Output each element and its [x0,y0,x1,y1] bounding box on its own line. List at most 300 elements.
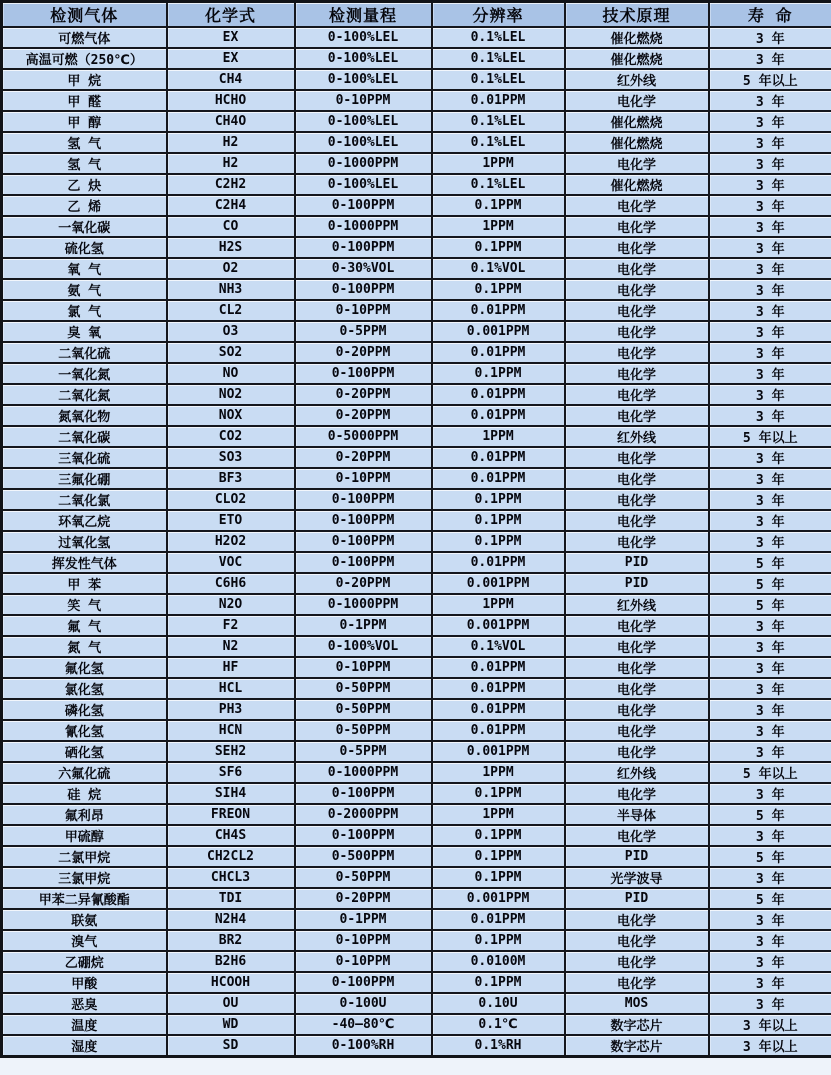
principle-cell: 催化燃烧 [565,132,709,153]
principle-cell: 电化学 [565,279,709,300]
principle-cell: 电化学 [565,615,709,636]
range-cell: 0-100%RH [295,1035,432,1057]
lifespan-cell: 5 年以上 [709,69,831,90]
resolution-cell: 0.001PPM [432,573,565,594]
formula-cell: HCOOH [167,972,295,993]
range-cell: 0-30%VOL [295,258,432,279]
resolution-cell: 0.1PPM [432,363,565,384]
range-cell: 0-100%LEL [295,27,432,48]
resolution-cell: 0.001PPM [432,321,565,342]
table-row [2,489,831,510]
lifespan-cell: 3 年 [709,195,831,216]
formula-cell: CL2 [167,300,295,321]
range-cell: 0-5PPM [295,741,432,762]
gas-name-cell: 氨 气 [2,279,167,300]
gas-name-cell: 臭 氧 [2,321,167,342]
gas-name-cell: 三氯甲烷 [2,867,167,888]
gas-name-cell: 乙 炔 [2,174,167,195]
table-row [2,153,831,174]
principle-cell: 电化学 [565,951,709,972]
formula-cell: SO3 [167,447,295,468]
table-row [2,237,831,258]
range-cell: 0-50PPM [295,720,432,741]
formula-cell: NH3 [167,279,295,300]
table-row [2,174,831,195]
gas-name-cell: 过氧化氢 [2,531,167,552]
principle-cell: 电化学 [565,720,709,741]
formula-cell: NO [167,363,295,384]
formula-cell: H2O2 [167,531,295,552]
principle-cell: 催化燃烧 [565,27,709,48]
principle-cell: 电化学 [565,258,709,279]
principle-cell: 电化学 [565,237,709,258]
formula-cell: O2 [167,258,295,279]
table-row [2,804,831,825]
gas-name-cell: 可燃气体 [2,27,167,48]
formula-cell: H2 [167,132,295,153]
lifespan-cell: 3 年 [709,741,831,762]
lifespan-cell: 3 年 [709,258,831,279]
formula-cell: O3 [167,321,295,342]
resolution-cell: 0.1%LEL [432,111,565,132]
resolution-cell: 0.001PPM [432,615,565,636]
resolution-cell: 0.01PPM [432,90,565,111]
gas-name-cell: 高温可燃（250℃） [2,48,167,69]
table-row [2,720,831,741]
formula-cell: SO2 [167,342,295,363]
resolution-cell: 1PPM [432,426,565,447]
header-cell-lifespan: 寿 命 [709,2,831,28]
range-cell: 0-100%LEL [295,174,432,195]
lifespan-cell: 3 年 [709,237,831,258]
principle-cell: 光学波导 [565,867,709,888]
principle-cell: 电化学 [565,321,709,342]
lifespan-cell: 3 年 [709,132,831,153]
resolution-cell: 0.01PPM [432,468,565,489]
resolution-cell: 0.1PPM [432,972,565,993]
lifespan-cell: 3 年 [709,678,831,699]
formula-cell: BF3 [167,468,295,489]
table-row [2,867,831,888]
lifespan-cell: 3 年 [709,174,831,195]
resolution-cell: 0.1%LEL [432,27,565,48]
range-cell: 0-20PPM [295,447,432,468]
table-row [2,909,831,930]
formula-cell: CH2CL2 [167,846,295,867]
table-row [2,27,831,48]
table-row [2,741,831,762]
table-body [2,27,831,1057]
principle-cell: 电化学 [565,531,709,552]
resolution-cell: 0.1PPM [432,783,565,804]
table-row [2,426,831,447]
formula-cell: HF [167,657,295,678]
principle-cell: 电化学 [565,678,709,699]
table-row [2,1035,831,1057]
gas-name-cell: 温度 [2,1014,167,1035]
table-row [2,930,831,951]
principle-cell: 半导体 [565,804,709,825]
resolution-cell: 0.1PPM [432,531,565,552]
table-row [2,846,831,867]
principle-cell: 电化学 [565,489,709,510]
gas-name-cell: 甲 醇 [2,111,167,132]
formula-cell: C6H6 [167,573,295,594]
gas-name-cell: 六氟化硫 [2,762,167,783]
gas-name-cell: 湿度 [2,1035,167,1057]
resolution-cell: 0.01PPM [432,909,565,930]
range-cell: 0-100PPM [295,489,432,510]
lifespan-cell: 3 年 [709,657,831,678]
resolution-cell: 0.10U [432,993,565,1014]
formula-cell: C2H2 [167,174,295,195]
principle-cell: 数字芯片 [565,1014,709,1035]
lifespan-cell: 5 年以上 [709,426,831,447]
gas-name-cell: 二氧化硫 [2,342,167,363]
range-cell: 0-1000PPM [295,594,432,615]
range-cell: 0-100PPM [295,363,432,384]
header-cell-principle: 技术原理 [565,2,709,28]
lifespan-cell: 3 年 [709,783,831,804]
table-row [2,90,831,111]
range-cell: 0-100%LEL [295,132,432,153]
resolution-cell: 0.1%LEL [432,48,565,69]
resolution-cell: 0.01PPM [432,342,565,363]
gas-name-cell: 二氯甲烷 [2,846,167,867]
range-cell: 0-100%VOL [295,636,432,657]
principle-cell: PID [565,888,709,909]
formula-cell: B2H6 [167,951,295,972]
resolution-cell: 0.1PPM [432,279,565,300]
lifespan-cell: 3 年 [709,111,831,132]
lifespan-cell: 3 年 [709,384,831,405]
table-row [2,888,831,909]
table-row [2,447,831,468]
formula-cell: TDI [167,888,295,909]
lifespan-cell: 3 年 [709,510,831,531]
range-cell: 0-20PPM [295,342,432,363]
gas-name-cell: 磷化氢 [2,699,167,720]
gas-name-cell: 三氟化硼 [2,468,167,489]
formula-cell: SEH2 [167,741,295,762]
gas-name-cell: 甲苯二异氰酸酯 [2,888,167,909]
principle-cell: 电化学 [565,636,709,657]
gas-name-cell: 乙硼烷 [2,951,167,972]
principle-cell: PID [565,846,709,867]
formula-cell: N2O [167,594,295,615]
gas-name-cell: 挥发性气体 [2,552,167,573]
lifespan-cell: 3 年 [709,720,831,741]
table-row [2,111,831,132]
lifespan-cell: 5 年 [709,594,831,615]
gas-name-cell: 氟 气 [2,615,167,636]
formula-cell: NO2 [167,384,295,405]
range-cell: 0-100U [295,993,432,1014]
table-row [2,405,831,426]
lifespan-cell: 3 年 [709,90,831,111]
resolution-cell: 0.01PPM [432,552,565,573]
lifespan-cell: 3 年 [709,279,831,300]
principle-cell: 电化学 [565,972,709,993]
formula-cell: CLO2 [167,489,295,510]
principle-cell: 红外线 [565,594,709,615]
table-row [2,342,831,363]
range-cell: 0-100PPM [295,972,432,993]
resolution-cell: 0.1%RH [432,1035,565,1057]
formula-cell: F2 [167,615,295,636]
principle-cell: 电化学 [565,510,709,531]
gas-name-cell: 二氧化碳 [2,426,167,447]
formula-cell: OU [167,993,295,1014]
range-cell: 0-100PPM [295,552,432,573]
table-row [2,972,831,993]
header-row [2,2,831,28]
table-row [2,321,831,342]
table-row [2,993,831,1014]
resolution-cell: 0.01PPM [432,447,565,468]
formula-cell: HCHO [167,90,295,111]
range-cell: 0-500PPM [295,846,432,867]
range-cell: 0-20PPM [295,573,432,594]
range-cell: 0-10PPM [295,657,432,678]
table-row [2,615,831,636]
range-cell: 0-10PPM [295,468,432,489]
table-row [2,258,831,279]
lifespan-cell: 5 年 [709,552,831,573]
gas-name-cell: 甲 烷 [2,69,167,90]
resolution-cell: 0.1PPM [432,195,565,216]
principle-cell: 电化学 [565,825,709,846]
lifespan-cell: 3 年 [709,321,831,342]
range-cell: 0-100%LEL [295,111,432,132]
lifespan-cell: 3 年 [709,489,831,510]
lifespan-cell: 3 年 [709,972,831,993]
table-row [2,468,831,489]
formula-cell: BR2 [167,930,295,951]
gas-name-cell: 二氧化氯 [2,489,167,510]
table-row [2,951,831,972]
principle-cell: 电化学 [565,216,709,237]
range-cell: 0-50PPM [295,678,432,699]
lifespan-cell: 3 年 [709,909,831,930]
principle-cell: 电化学 [565,342,709,363]
formula-cell: SF6 [167,762,295,783]
principle-cell: 电化学 [565,741,709,762]
range-cell: 0-20PPM [295,384,432,405]
resolution-cell: 0.1PPM [432,846,565,867]
gas-name-cell: 一氧化氮 [2,363,167,384]
lifespan-cell: 5 年 [709,573,831,594]
table-row [2,510,831,531]
gas-name-cell: 硒化氢 [2,741,167,762]
formula-cell: HCL [167,678,295,699]
resolution-cell: 0.1%LEL [432,174,565,195]
gas-name-cell: 甲 苯 [2,573,167,594]
lifespan-cell: 3 年 [709,468,831,489]
table-row [2,69,831,90]
principle-cell: 催化燃烧 [565,111,709,132]
range-cell: 0-100PPM [295,825,432,846]
lifespan-cell: 5 年 [709,888,831,909]
gas-name-cell: 甲 醛 [2,90,167,111]
gas-name-cell: 硫化氢 [2,237,167,258]
range-cell: 0-10PPM [295,300,432,321]
lifespan-cell: 3 年 [709,951,831,972]
formula-cell: CH4O [167,111,295,132]
table-row [2,699,831,720]
resolution-cell: 0.1℃ [432,1014,565,1035]
principle-cell: 电化学 [565,468,709,489]
header-cell-resolution: 分辨率 [432,2,565,28]
gas-name-cell: 溴气 [2,930,167,951]
lifespan-cell: 3 年 [709,531,831,552]
resolution-cell: 0.1PPM [432,825,565,846]
resolution-cell: 0.1%LEL [432,132,565,153]
table-row [2,1014,831,1035]
principle-cell: 数字芯片 [565,1035,709,1057]
principle-cell: MOS [565,993,709,1014]
range-cell: 0-1PPM [295,615,432,636]
principle-cell: 电化学 [565,195,709,216]
formula-cell: CO [167,216,295,237]
lifespan-cell: 3 年 [709,930,831,951]
lifespan-cell: 3 年 [709,615,831,636]
lifespan-cell: 5 年以上 [709,762,831,783]
formula-cell: EX [167,48,295,69]
range-cell: 0-100PPM [295,279,432,300]
range-cell: -40—80℃ [295,1014,432,1035]
lifespan-cell: 3 年 [709,405,831,426]
formula-cell: PH3 [167,699,295,720]
table-row [2,363,831,384]
principle-cell: 电化学 [565,90,709,111]
gas-name-cell: 甲硫醇 [2,825,167,846]
formula-cell: H2 [167,153,295,174]
resolution-cell: 1PPM [432,153,565,174]
principle-cell: 电化学 [565,153,709,174]
principle-cell: 电化学 [565,447,709,468]
resolution-cell: 0.001PPM [432,888,565,909]
table-row [2,216,831,237]
formula-cell: FREON [167,804,295,825]
header-cell-formula: 化学式 [167,2,295,28]
resolution-cell: 0.001PPM [432,741,565,762]
principle-cell: 催化燃烧 [565,174,709,195]
table-row [2,594,831,615]
principle-cell: 电化学 [565,930,709,951]
formula-cell: CHCL3 [167,867,295,888]
resolution-cell: 0.01PPM [432,720,565,741]
gas-name-cell: 三氧化硫 [2,447,167,468]
range-cell: 0-5000PPM [295,426,432,447]
lifespan-cell: 5 年 [709,846,831,867]
formula-cell: CH4S [167,825,295,846]
table-row [2,762,831,783]
table-row [2,531,831,552]
principle-cell: 电化学 [565,363,709,384]
table-row [2,300,831,321]
lifespan-cell: 3 年 [709,447,831,468]
resolution-cell: 0.1%VOL [432,258,565,279]
formula-cell: N2 [167,636,295,657]
gas-name-cell: 笑 气 [2,594,167,615]
resolution-cell: 0.1PPM [432,930,565,951]
table-row [2,783,831,804]
range-cell: 0-2000PPM [295,804,432,825]
range-cell: 0-1000PPM [295,216,432,237]
resolution-cell: 0.1PPM [432,237,565,258]
gas-name-cell: 硅 烷 [2,783,167,804]
resolution-cell: 0.0100M [432,951,565,972]
principle-cell: PID [565,573,709,594]
gas-name-cell: 氰化氢 [2,720,167,741]
formula-cell: N2H4 [167,909,295,930]
formula-cell: HCN [167,720,295,741]
lifespan-cell: 3 年 [709,153,831,174]
resolution-cell: 0.1PPM [432,510,565,531]
range-cell: 0-100PPM [295,510,432,531]
principle-cell: 电化学 [565,657,709,678]
lifespan-cell: 3 年 [709,300,831,321]
header-cell-gas: 检测气体 [2,2,167,28]
principle-cell: 电化学 [565,300,709,321]
range-cell: 0-100PPM [295,237,432,258]
table-row [2,825,831,846]
formula-cell: NOX [167,405,295,426]
resolution-cell: 1PPM [432,216,565,237]
principle-cell: 电化学 [565,909,709,930]
range-cell: 0-100PPM [295,195,432,216]
lifespan-cell: 3 年 [709,636,831,657]
gas-name-cell: 恶臭 [2,993,167,1014]
lifespan-cell: 3 年以上 [709,1014,831,1035]
resolution-cell: 0.1PPM [432,489,565,510]
gas-name-cell: 二氧化氮 [2,384,167,405]
resolution-cell: 0.01PPM [432,657,565,678]
principle-cell: 红外线 [565,69,709,90]
resolution-cell: 0.1%LEL [432,69,565,90]
gas-name-cell: 氢 气 [2,153,167,174]
formula-cell: H2S [167,237,295,258]
range-cell: 0-10PPM [295,951,432,972]
formula-cell: WD [167,1014,295,1035]
range-cell: 0-100%LEL [295,69,432,90]
resolution-cell: 0.01PPM [432,300,565,321]
resolution-cell: 0.01PPM [432,678,565,699]
range-cell: 0-100%LEL [295,48,432,69]
formula-cell: CH4 [167,69,295,90]
resolution-cell: 0.01PPM [432,384,565,405]
range-cell: 0-20PPM [295,888,432,909]
formula-cell: VOC [167,552,295,573]
range-cell: 0-50PPM [295,867,432,888]
gas-name-cell: 环氧乙烷 [2,510,167,531]
lifespan-cell: 3 年 [709,27,831,48]
gas-name-cell: 氢 气 [2,132,167,153]
gas-name-cell: 氮氧化物 [2,405,167,426]
range-cell: 0-1000PPM [295,762,432,783]
table-row [2,384,831,405]
range-cell: 0-5PPM [295,321,432,342]
table-row [2,132,831,153]
table-row [2,552,831,573]
resolution-cell: 1PPM [432,804,565,825]
resolution-cell: 1PPM [432,762,565,783]
gas-name-cell: 一氧化碳 [2,216,167,237]
principle-cell: 电化学 [565,783,709,804]
principle-cell: 电化学 [565,405,709,426]
range-cell: 0-10PPM [295,90,432,111]
